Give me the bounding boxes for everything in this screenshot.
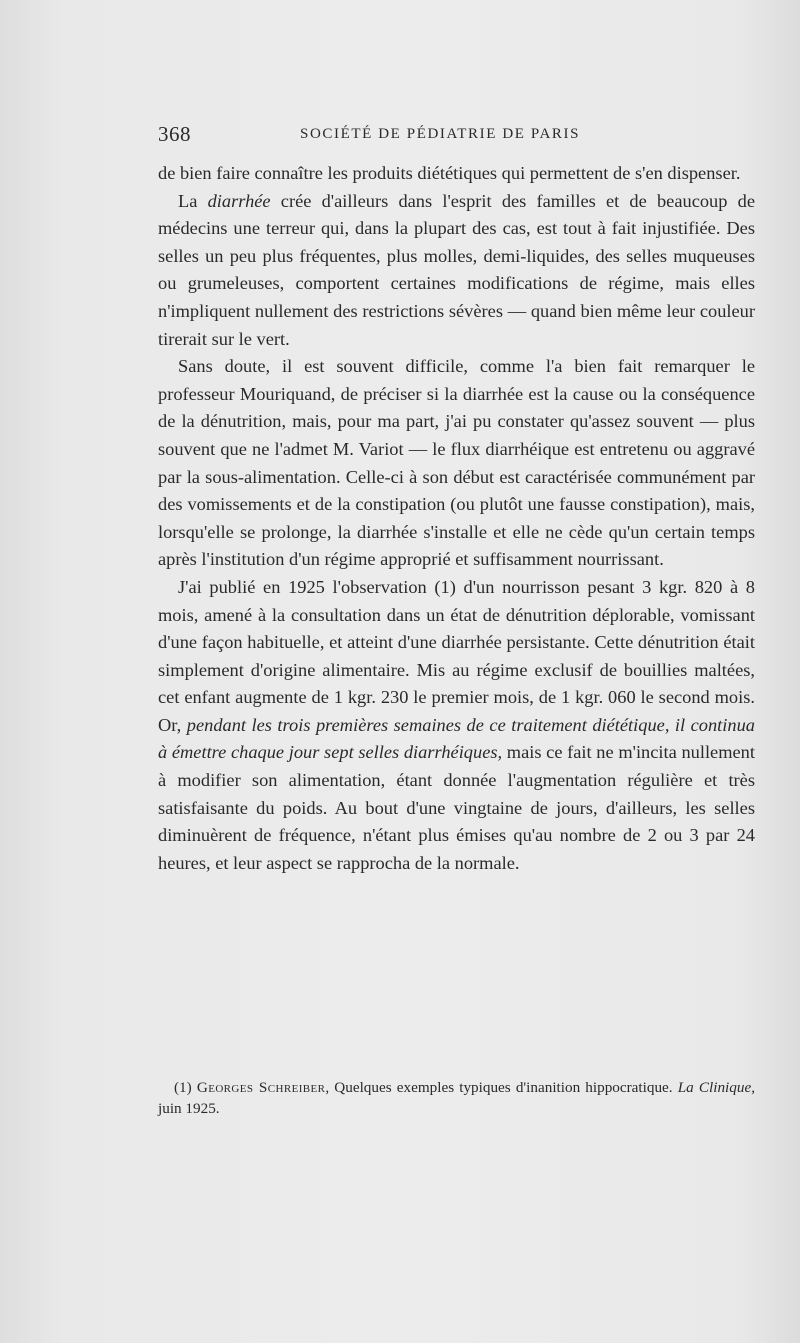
footnote-text-b: , juin 1925. bbox=[158, 1079, 755, 1117]
body-text bbox=[158, 160, 755, 877]
paragraph-4 bbox=[158, 574, 755, 878]
paragraph-2-emphasis: diarrhée bbox=[207, 190, 271, 211]
paragraph-1 bbox=[158, 160, 755, 188]
paragraph-4-text-a: J'ai publié en 1925 l'observation (1) d'un nourrisson pesant 3 kgr. 820 à 8 mois, amené à la consultation dans un état de dénutrition déplorable, vomissant d'une façon habituelle, et atteint d'une diarrhée persistante. Cette dénutrition était simplement d'origine alimentaire. Mis au régime exclusif de bouillies maltées, cet enfant augmente de 1 kgr. 230 le premier mois, de 1 kgr. 060 le second mois. Or, bbox=[158, 576, 755, 735]
paragraph-2 bbox=[158, 188, 755, 354]
paragraph-2-text-a: La bbox=[178, 190, 208, 211]
paragraph-4-text-b: mais ce fait ne m'incita nullement à modifier son alimentation, étant donnée l'augmentation régulière et très satisfaisante du poids. Au bout d'une vingtaine de jours, d'ailleurs, les selles diminuèrent de fréquence, n'étant plus émises qu'au nombre de 2 ou 3 par 24 heures, et leur aspect se rapprocha de la normale. bbox=[158, 742, 755, 873]
footnote bbox=[158, 1077, 755, 1119]
page-header bbox=[158, 122, 753, 148]
page-number: 368 bbox=[158, 122, 191, 146]
footnote-text-a: , Quelques exemples typiques d'inanition hippocratique. bbox=[325, 1079, 678, 1096]
footnote-marker: (1) bbox=[174, 1079, 197, 1096]
footnote-1 bbox=[158, 1077, 755, 1119]
running-title: SOCIÉTÉ DE PÉDIATRIE DE PARIS bbox=[300, 126, 581, 142]
paragraph-1-text: de bien faire connaître les produits diététiques qui permettent de s'en dispenser. bbox=[158, 163, 741, 183]
paragraph-4-emphasis: pendant les trois premières semaines de ce traitement diététique, il continua à émettre chaque jour sept selles diarrhéiques, bbox=[158, 714, 755, 763]
footnote-author: Georges Schreiber bbox=[196, 1079, 326, 1096]
paragraph-2-text-b: crée d'ailleurs dans l'esprit des familles et de beaucoup de médecins une terreur qui, dans la plupart des cas, est tout à fait injustifiée. Des selles un peu plus fréquentes, plus molles, demi-liquides, des selles muqueuses ou grumeleuses, comportent certaines modifications de régime, mais elles n'impliquent nullement des restrictions sévères — quand bien même leur couleur tirerait sur le vert. bbox=[158, 190, 755, 349]
paragraph-3-text: Sans doute, il est souvent difficile, comme l'a bien fait remarquer le professeur Mouriquand, de préciser si la diarrhée est la cause ou la conséquence de la dénutrition, mais, pour ma part, j'ai pu constater qu'assez souvent — plus souvent que ne l'admet M. Variot — le flux diarrhéique est entretenu ou aggravé par la sous-alimentation. Celle-ci à son début est caractérisée communément par des vomissements et de la constipation (ou plutôt une fausse constipation), mais, lorsqu'elle se prolonge, la diarrhée s'installe et elle ne cède qu'un certain temps après l'institution d'un régime approprié et suffisamment nourrissant. bbox=[158, 356, 755, 570]
footnote-journal: La Clinique bbox=[677, 1079, 752, 1096]
paragraph-3 bbox=[158, 353, 755, 574]
